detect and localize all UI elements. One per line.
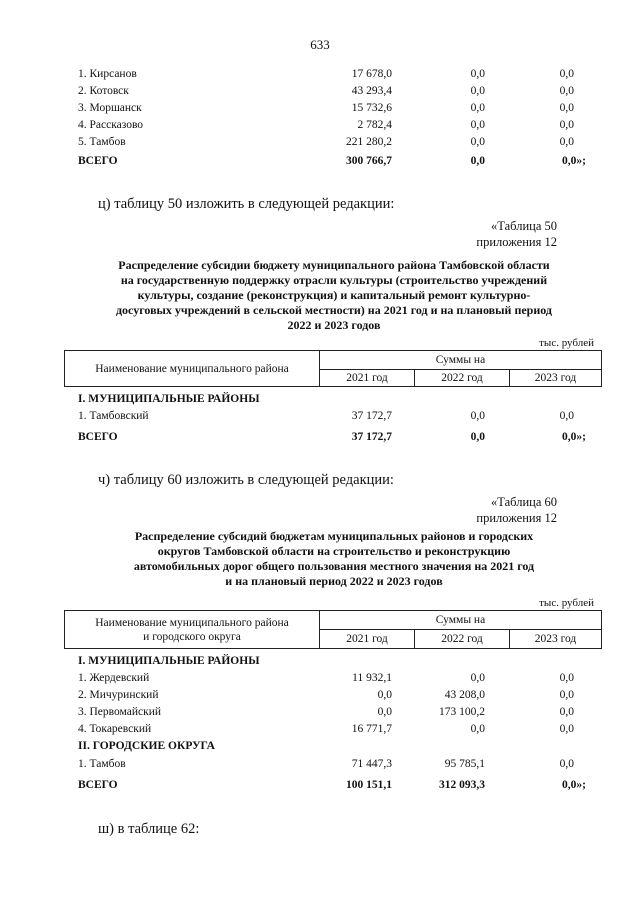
table-60-header (64, 610, 602, 649)
table-row: 5. Тамбов 221 280,2 0,0 0,0 (78, 136, 574, 148)
table-row: 4. Токаревский 16 771,7 0,0 0,0 (78, 723, 574, 735)
table-row: 3. Первомайский 0,0 173 100,2 0,0 (78, 706, 574, 718)
column-header-name: Наименование муниципального района и городского округа (65, 611, 320, 649)
table-row: 1. Тамбов 71 447,3 95 785,1 0,0 (78, 758, 574, 770)
table-row: 1. Жердевский 11 932,1 0,0 0,0 (78, 672, 574, 684)
column-header-2022: 2022 год (415, 630, 510, 649)
instruction-table-60: ч) таблицу 60 изложить в следующей редакции: (98, 472, 394, 488)
table-row: 4. Рассказово 2 782,4 0,0 0,0 (78, 119, 574, 131)
instruction-table-50: ц) таблицу 50 изложить в следующей редакции: (98, 196, 395, 212)
column-header-2023: 2023 год (510, 630, 602, 649)
table-row: 1. Тамбовский 37 172,7 0,0 0,0 (78, 410, 574, 422)
table-50-title: Распределение субсидии бюджету муниципального района Тамбовской области на государственную поддержку отрасли культуры (строительство учреждений культуры, создание (реконструкция) и капитальный ремонт культурно- досуговых учреждений в сельской местности) на 2021 год и на плановый период 2022 и 2023 годов (115, 258, 552, 332)
group-heading: I. МУНИЦИПАЛЬНЫЕ РАЙОНЫ (78, 393, 260, 405)
column-header-2021: 2021 год (320, 630, 415, 649)
table-60-reference: «Таблица 60 приложения 12 (476, 495, 557, 525)
table-row: 2. Мичуринский 0,0 43 208,0 0,0 (78, 689, 574, 701)
table-50-header (64, 350, 602, 387)
total-row: ВСЕГО 300 766,7 0,0 0,0»; (78, 155, 586, 167)
instruction-table-62: ш) в таблице 62: (98, 821, 200, 837)
page-number: 633 (310, 37, 330, 52)
units-label: тыс. рублей (539, 597, 594, 609)
column-header-2023: 2023 год (510, 370, 602, 387)
total-row: ВСЕГО 37 172,7 0,0 0,0»; (78, 431, 586, 443)
table-50-reference: «Таблица 50 приложения 12 (476, 219, 557, 249)
group-heading: I. МУНИЦИПАЛЬНЫЕ РАЙОНЫ (78, 655, 260, 667)
table-row: 3. Моршанск 15 732,6 0,0 0,0 (78, 102, 574, 114)
column-header-2022: 2022 год (415, 370, 510, 387)
column-header-name: Наименование муниципального района (65, 351, 320, 387)
units-label: тыс. рублей (539, 337, 594, 349)
column-header-2021: 2021 год (320, 370, 415, 387)
total-row: ВСЕГО 100 151,1 312 093,3 0,0»; (78, 779, 586, 791)
column-header-sums: Суммы на (320, 611, 602, 630)
table-row: 1. Кирсанов 17 678,0 0,0 0,0 (78, 68, 574, 80)
group-heading: II. ГОРОДСКИЕ ОКРУГА (78, 740, 215, 752)
table-row: 2. Котовск 43 293,4 0,0 0,0 (78, 85, 574, 97)
column-header-sums: Суммы на (320, 351, 602, 370)
table-60-title: Распределение субсидий бюджетам муниципальных районов и городских округов Тамбовской области на строительство и реконструкцию автомобильных дорог общего пользования местного значения на 2021 год и на плановый период 2022 и 2023 годов (133, 529, 535, 588)
